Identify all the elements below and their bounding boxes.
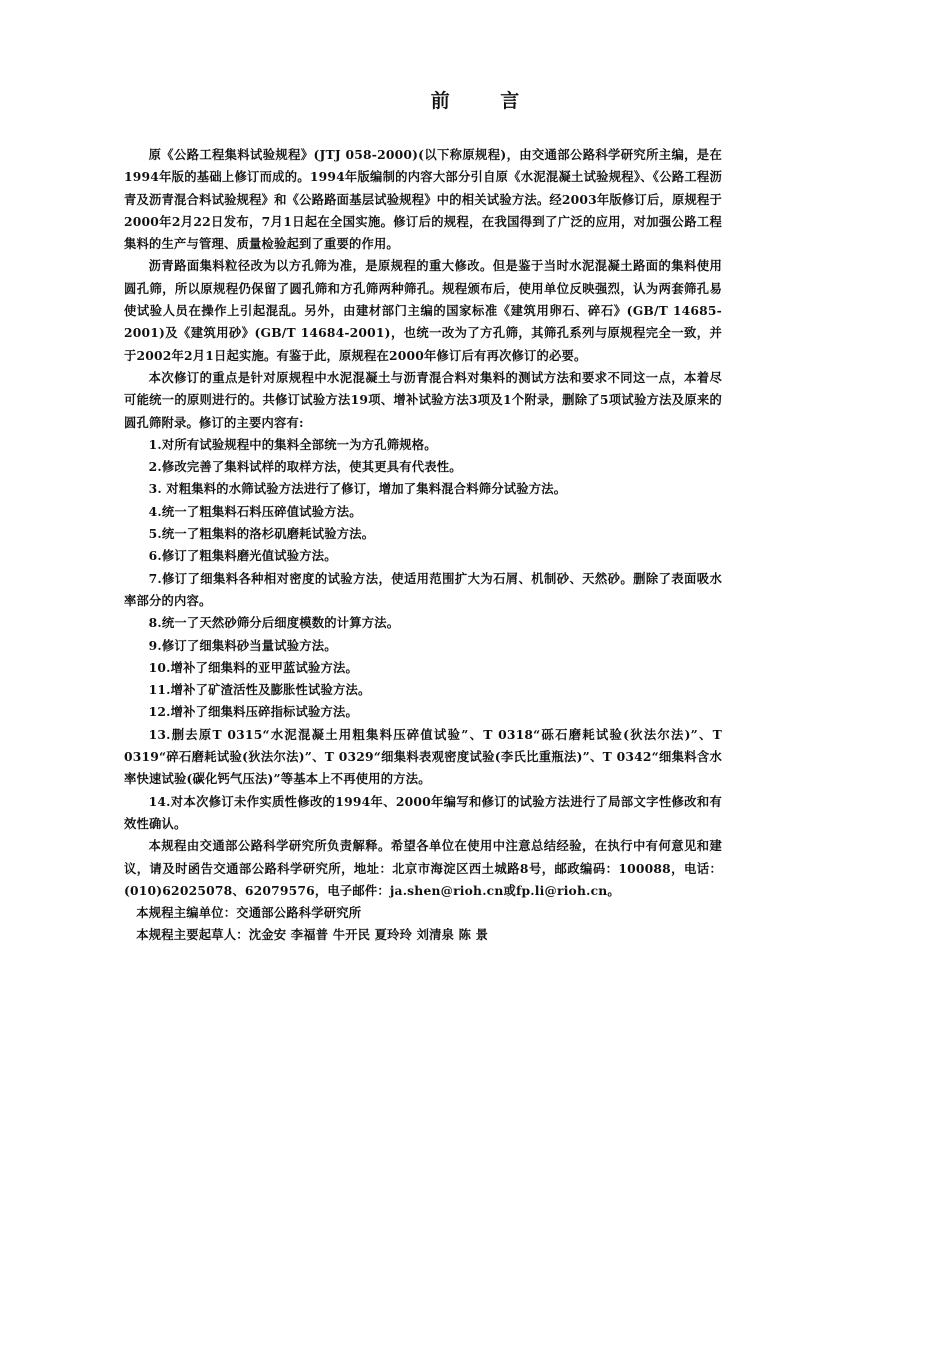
list-item-2: 2.修改完善了集料试样的取样方法，使其更具有代表性。: [148, 459, 462, 475]
list-item-9: 9.修订了细集料砂当量试验方法。: [148, 637, 337, 653]
drafters: 本规程主要起草人：沈金安 李福普 牛开民 夏玲玲 刘清泉 陈 景: [136, 927, 489, 943]
paragraph-3: 本次修订的重点是针对原规程中水泥混凝土与沥青混合料对集料的测试方法和要求不同这一点，本着尽可能统一的原则进行的。共修订试验方法19项、增补试验方法3项及1个附录，删除了5项试验方法及原来的圆孔筛附录。修订的主要内容有:: [124, 369, 722, 430]
list-item-3: 3. 对粗集料的水筛试验方法进行了修订，增加了集料混合料筛分试验方法。: [148, 481, 567, 497]
page-title: 前 言: [430, 90, 542, 112]
paragraph-4: 本规程由交通部公路科学研究所负责解释。希望各单位在使用中注意总结经验，在执行中有何意见和建议，请及时函告交通部公路科学研究所，地址：北京市海淀区西土城路8号，邮政编码：100088，电话：(010)62025078、62079576，电子邮件：ja.shen@rioh.cn或fp.li@rioh.cn。: [124, 838, 722, 898]
list-item-1: 1.对所有试验规程中的集料全部统一为方孔筛规格。: [148, 436, 437, 452]
list-item-10: 10.增补了细集料的亚甲蓝试验方法。: [148, 659, 359, 675]
list-item-6: 6.修订了粗集料磨光值试验方法。: [148, 548, 337, 564]
paragraph-2: 沥青路面集料粒径改为以方孔筛为准，是原规程的重大修改。但是鉴于当时水泥混凝土路面的集料使用圆孔筛，所以原规程仍保留了圆孔筛和方孔筛两种筛孔。规程颁布后，使用单位反映强烈，认为两套筛孔易使试验人员在操作上引起混乱。另外，由建材部门主编的国家标准《建筑用卵石、碎石》(GB/T 14685-2001)及《建筑用砂》(GB/T 14684-2001)，也统一改为了方孔筛，其筛孔系列与原规程完全一致，并于2002年2月1日起实施。有鉴于此，原规程在2000年修订后有再次修订的必要。: [124, 258, 722, 363]
list-item-7: 7.修订了细集料各种相对密度的试验方法，使适用范围扩大为石屑、机制砂、天然砂。删除了表面吸水率部分的内容。: [124, 570, 722, 608]
list-item-11: 11.增补了矿渣活性及膨胀性试验方法。: [148, 682, 371, 698]
list-item-13: 13.删去原T 0315“水泥混凝土用粗集料压碎值试验”、T 0318“砾石磨耗试验(狄法尔法)”、T 0319“碎石磨耗试验(狄法尔法)”、T 0329“细集料表观密度试验(李氏比重瓶法)”、T 0342“细集料含水率快速试验(碳化钙气压法)”等基本上不再使用的方法。: [124, 726, 722, 787]
list-item-8: 8.统一了天然砂筛分后细度模数的计算方法。: [148, 615, 400, 631]
list-item-12: 12.增补了细集料压碎指标试验方法。: [148, 704, 359, 720]
list-item-14: 14.对本次修订未作实质性修改的1994年、2000年编写和修订的试验方法进行了局部文字性修改和有效性确认。: [124, 793, 722, 831]
list-item-4: 4.统一了粗集料石料压碎值试验方法。: [148, 503, 362, 519]
list-item-5: 5.统一了粗集料的洛杉矶磨耗试验方法。: [148, 526, 375, 542]
editor-unit: 本规程主编单位：交通部公路科学研究所: [136, 905, 362, 921]
paragraph-1: 原《公路工程集料试验规程》(JTJ 058-2000)(以下称原规程)，由交通部公路科学研究所主编，是在1994年版的基础上修订而成的。1994年版编制的内容大部分引自原《水泥混凝土试验规程》、《公路工程沥青及沥青混合料试验规程》和《公路路面基层试验规程》中的相关试验方法。经2003年版修订后，原规程于2000年2月22日发布，7月1日起在全国实施。修订后的规程，在我国得到了广泛的应用，对加强公路工程集料的生产与管理、质量检验起到了重要的作用。: [124, 147, 722, 252]
preface-body: [124, 144, 722, 947]
